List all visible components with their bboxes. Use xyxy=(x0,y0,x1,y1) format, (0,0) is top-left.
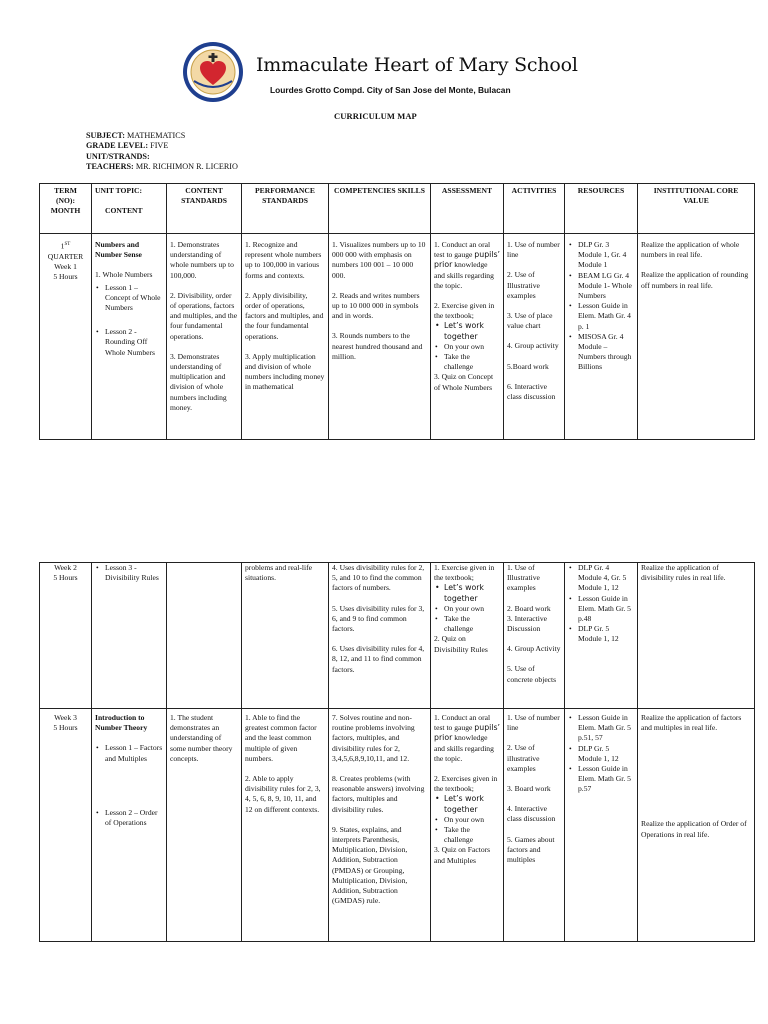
term-cell: 1ST QUARTER Week 1 5 Hours xyxy=(40,234,92,440)
curriculum-table-part1 xyxy=(39,183,755,440)
content-standards-cell: 1. Demonstrates understanding of whole numbers up to 100,000. 2. Divisibility, order of operations, factors and multiples, and the four fundamental operations. 3. Demonstrates understanding of multiplication and division of whole numbers including money. xyxy=(167,234,242,440)
activities-cell: 1. Use of number line 2. Use of Illustrative examples 3. Use of place value chart 4. Group activity 5.Board work 6. Interactive class discussion xyxy=(504,234,565,440)
list-item: • BEAM LG Gr. 4 Module 1- Whole Numbers xyxy=(578,271,634,302)
list-item: • Lesson 1 – Factors and Multiples xyxy=(105,743,163,763)
list-item: • On your own xyxy=(444,815,500,825)
assessment-cell: 1. Conduct an oral test to gauge pupils’ prior knowledge and skills regarding the topic. 2. Exercise given in the textbook; • Let’s work together • On your own • Take the challenge 3. Quiz on Concept of Whole Numbers xyxy=(431,234,504,440)
competencies-cell: 7. Solves routine and non-routine problems involving factors, multiples, and divisibility rules for 2, 3,4,5,6,8,9,10,11, and 12. 8. Creates problems (with reasonable answers) involving factors, multiples and divisibility rules. 9. States, explains, and interprets Parenthesis, Multiplication, Division, Addition, Subtraction (PMDAS) or Grouping, Multiplication, Division, Addition, Subtraction (GMDAS) rule. xyxy=(329,709,431,942)
term-header: TERM (NO): MONTH xyxy=(40,184,92,234)
content-standards-header: CONTENT STANDARDS xyxy=(167,184,242,234)
list-item: • Let’s work together xyxy=(444,321,500,341)
school-name: Immaculate Heart of Mary School xyxy=(256,54,578,76)
list-item: • On your own xyxy=(444,342,500,352)
table-row xyxy=(40,563,755,709)
list-item: • Lesson Guide in Elem. Math Gr. 5 p.57 xyxy=(578,764,634,795)
topic-cell: Introduction to Number Theory • Lesson 1 – Factors and Multiples • Lesson 2 – Order of Operations xyxy=(92,709,167,942)
list-item: • On your own xyxy=(444,604,500,614)
activities-cell: 1. Use of number line 2. Use of illustrative examples 3. Board work 4. Interactive class discussion 5. Games about factors and multiples xyxy=(504,709,565,942)
activities-header: ACTIVITIES xyxy=(504,184,565,234)
core-value-header: INSTITUTIONAL CORE VALUE xyxy=(638,184,755,234)
term-cell: Week 3 5 Hours xyxy=(40,709,92,942)
list-item: • Take the challenge xyxy=(444,352,500,372)
list-item: • MISOSA Gr. 4 Module – Numbers through Billions xyxy=(578,332,634,373)
list-item: • DLP Gr. 3 Module 1, Gr. 4 Module 1 xyxy=(578,240,634,271)
unit-topic-header: UNIT TOPIC: CONTENT xyxy=(92,184,167,234)
topic-cell: Numbers and Number Sense 1. Whole Numbers • Lesson 1 – Concept of Whole Numbers • Lesson 2 - Rounding Off Whole Numbers xyxy=(92,234,167,440)
performance-standards-header: PERFORMANCE STANDARDS xyxy=(242,184,329,234)
grade-line: GRADE LEVEL: FIVE xyxy=(86,141,169,151)
list-item: • Lesson Guide in Elem. Math Gr. 4 p. 1 xyxy=(578,301,634,332)
performance-standards-cell: problems and real-life situations. xyxy=(242,563,329,709)
core-value-cell: Realize the application of whole numbers in real life. Realize the application of rounding off numbers in real life. xyxy=(638,234,755,440)
resources-cell xyxy=(565,563,638,709)
list-item: • Lesson 2 – Order of Operations xyxy=(105,808,163,828)
list-item: • DLP Gr. 4 Module 4, Gr. 5 Module 1, 12 xyxy=(578,563,634,594)
document-title: CURRICULUM MAP xyxy=(334,111,417,121)
table-row xyxy=(40,234,755,440)
subject-line: SUBJECT: MATHEMATICS xyxy=(86,131,186,140)
list-item: • Lesson 1 – Concept of Whole Numbers xyxy=(105,283,163,314)
activities-cell: 1. Use of Illustrative examples 2. Board work 3. Interactive Discussion 4. Group Activity 5. Use of concrete objects xyxy=(504,563,565,709)
resources-cell xyxy=(565,234,638,440)
meta-block xyxy=(86,131,238,173)
term-cell: Week 2 5 Hours xyxy=(40,563,92,709)
assessment-cell: 1. Conduct an oral test to gauge pupils’ prior knowledge and skills regarding the topic. 2. Exercises given in the textbook; • Let’s work together • On your own • Take the challenge 3. Quiz on Factors and Multiples xyxy=(431,709,504,942)
content-standards-cell xyxy=(167,563,242,709)
list-item: • Let’s work together xyxy=(444,583,500,603)
resources-cell xyxy=(565,709,638,942)
assessment-header: ASSESSMENT xyxy=(431,184,504,234)
list-item: • Let’s work together xyxy=(444,794,500,814)
list-item: • DLP Gr. 5 Module 1, 12 xyxy=(578,624,634,644)
list-item: • Take the challenge xyxy=(444,825,500,845)
assessment-cell: 1. Exercise given in the textbook; • Let’s work together • On your own • Take the challenge 2. Quiz on Divisibility Rules xyxy=(431,563,504,709)
competencies-cell: 1. Visualizes numbers up to 10 000 000 with emphasis on numbers 100 001 – 10 000 000. 2. Reads and writes numbers up to 10 000 000 in symbols and in words. 3. Rounds numbers to the nearest hundred thousand and million. xyxy=(329,234,431,440)
unit-line: UNIT/STRANDS: xyxy=(86,151,150,161)
list-item: • Lesson Guide in Elem. Math Gr. 5 p.48 xyxy=(578,594,634,625)
content-standards-cell: 1. The student demonstrates an understanding of some number theory concepts. xyxy=(167,709,242,942)
core-value-cell: Realize the application of factors and multiples in real life. Realize the application of Order of Operations in real life. xyxy=(638,709,755,942)
teachers-line: TEACHERS: MR. RICHIMON R. LICERIO xyxy=(86,162,238,172)
core-value-cell: Realize the application of divisibility rules in real life. xyxy=(638,563,755,709)
list-item: • Take the challenge xyxy=(444,614,500,634)
school-seal-logo xyxy=(182,41,244,103)
resources-header: RESOURCES xyxy=(565,184,638,234)
list-item: • Lesson 2 - Rounding Off Whole Numbers xyxy=(105,327,163,358)
list-item: • Lesson Guide in Elem. Math Gr. 5 p.51, 57 xyxy=(578,713,634,744)
competencies-header: COMPETENCIES SKILLS xyxy=(329,184,431,234)
list-item: • DLP Gr. 5 Module 1, 12 xyxy=(578,744,634,764)
performance-standards-cell: 1. Recognize and represent whole numbers up to 100,000 in various forms and contexts. 2. Apply divisibility, order of operations, factors and multiples, and the four fundamental operations. 3. Apply multiplication and division of whole numbers including money in mathematical xyxy=(242,234,329,440)
performance-standards-cell: 1. Able to find the greatest common factor and the least common multiple of given numbers. 2. Able to apply divisibility rules for 2, 3, 4, 5, 6, 8, 9, 10, 11, and 12 on different contexts. xyxy=(242,709,329,942)
competencies-cell: 4. Uses divisibility rules for 2, 5, and 10 to find the common factors of numbers. 5. Uses divisibility rules for 3, 6, and 9 to find common factors. 6. Uses divisibility rules for 4, 8, 12, and 11 to find common factors. xyxy=(329,563,431,709)
curriculum-table-part2 xyxy=(39,562,755,942)
table-row xyxy=(40,709,755,942)
school-address: Lourdes Grotto Compd. City of San Jose del Monte, Bulacan xyxy=(270,85,511,95)
topic-cell xyxy=(92,563,167,709)
list-item: • Lesson 3 - Divisibility Rules xyxy=(105,563,163,583)
